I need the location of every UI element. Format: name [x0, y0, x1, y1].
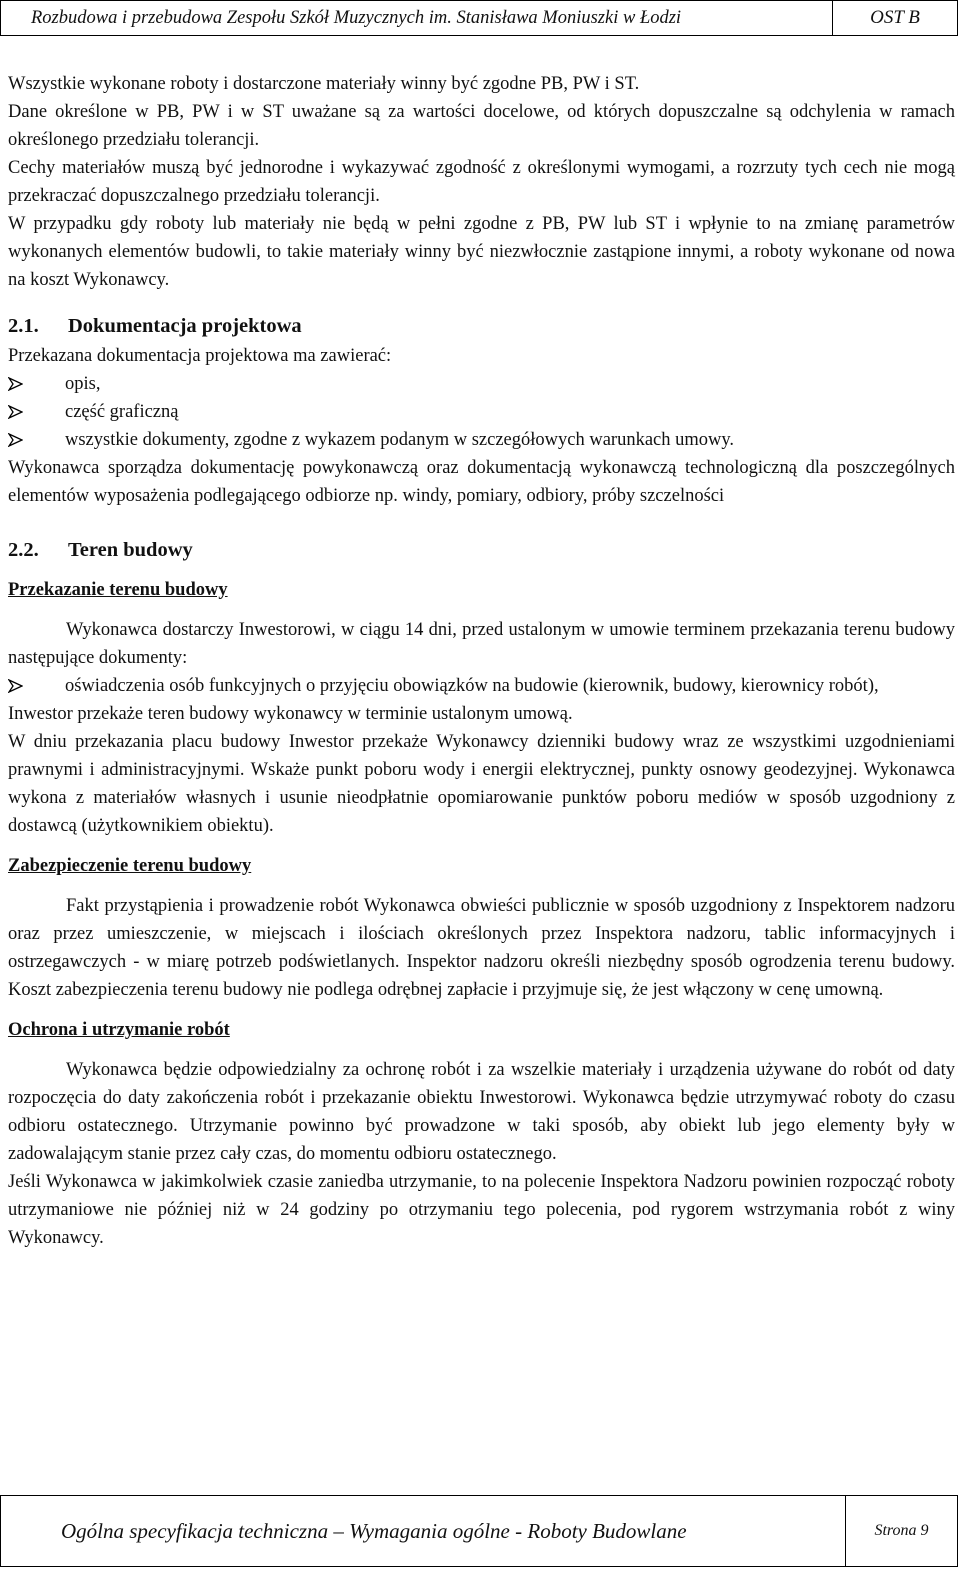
- section-heading-2-1: [8, 312, 955, 340]
- subheading-zabezpieczenie: Zabezpieczenie terenu budowy: [8, 856, 252, 876]
- page-footer: [0, 1495, 958, 1567]
- ochrona-paragraph: Jeśli Wykonawca w jakimkolwiek czasie zaniedba utrzymanie, to na polecenie Inspektora Nadzoru powinien rozpocząć roboty utrzymaniowe nie później niż w 24 godziny po otrzymaniu tego polecenia, pod rygorem wstrzymania robót z winy Wykonawcy.: [8, 1172, 955, 1248]
- intro-paragraph: Wszystkie wykonane roboty i dostarczone materiały winny być zgodne PB, PW i ST.: [8, 74, 640, 94]
- intro-paragraph: Cechy materiałów muszą być jednorodne i wykazywać zgodność z określonymi wymogami, a rozrzuty tych cech nie mogą przekraczać dopuszczalnego przedziału tolerancji.: [8, 158, 955, 206]
- intro-paragraph: Dane określone w PB, PW i w ST uważane są za wartości docelowe, od których dopuszczalne są odchylenia w ramach określonego przedziału tolerancji.: [8, 102, 955, 150]
- list-item-text: wszystkie dokumenty, zgodne z wykazem podanym w szczegółowych warunkach umowy.: [65, 430, 735, 450]
- header-title: Rozbudowa i przebudowa Zespołu Szkół Muzycznych im. Stanisława Moniuszki w Łodzi: [1, 1, 833, 35]
- section-paragraph: Wykonawca sporządza dokumentację powykonawczą oraz dokumentacją wykonawczą technologiczną dla poszczególnych elementów wyposażenia podlegającego odbiorze np. windy, pomiary, odbiory, próby szczelności: [8, 458, 955, 506]
- document-body: [8, 70, 955, 1252]
- arrow-bullet-icon: [8, 672, 65, 700]
- przekazanie-paragraph: Wykonawca dostarczy Inwestorowi, w ciągu 14 dni, przed ustalonym w umowie terminem przekazania terenu budowy następujące dokumenty:: [8, 620, 955, 668]
- list-item-text: opis,: [65, 374, 101, 394]
- footer-title: Ogólna specyfikacja techniczna – Wymagania ogólne - Roboty Budowlane: [1, 1496, 846, 1566]
- list-item-text: część graficzną: [65, 402, 179, 422]
- list-item-text: oświadczenia osób funkcyjnych o przyjęciu obowiązków na budowie (kierownik, budowy, kierownicy robót),: [65, 676, 879, 696]
- section-title: Teren budowy: [68, 539, 193, 561]
- subheading-ochrona: Ochrona i utrzymanie robót: [8, 1020, 230, 1040]
- section-title: Dokumentacja projektowa: [68, 315, 302, 337]
- list-item: [8, 370, 955, 398]
- arrow-bullet-icon: [8, 426, 65, 454]
- section-number: 2.2.: [8, 539, 39, 561]
- arrow-bullet-icon: [8, 370, 65, 398]
- header-code: OST B: [870, 7, 920, 28]
- przekazanie-paragraph: W dniu przekazania placu budowy Inwestor przekaże Wykonawcy dzienniki budowy wraz ze wszystkimi uzgodnieniami prawnymi i administracyjnymi. Wskaże punkt poboru wody i energii elektrycznej, punkty osnowy geodezyjnej. Wykonawca wykona z materiałów własnych i usunie nieodpłatnie opomiarowanie punktów poboru mediów w sposób uzgodniony z dostawcą (użytkownikiem obiektu).: [8, 732, 955, 836]
- list-item: [8, 398, 955, 426]
- section-lead: Przekazana dokumentacja projektowa ma zawierać:: [8, 346, 392, 366]
- intro-paragraph: W przypadku gdy roboty lub materiały nie będą w pełni zgodne z PB, PW lub ST i wpłynie to na zmianę parametrów wykonanych elementów budowli, to takie materiały winny być niezwłocznie zastąpione innymi, a roboty wykonane od nowa na koszt Wykonawcy.: [8, 214, 955, 290]
- przekazanie-paragraph: Inwestor przekaże teren budowy wykonawcy w terminie ustalonym umową.: [8, 704, 573, 724]
- ochrona-paragraph: Wykonawca będzie odpowiedzialny za ochronę robót i za wszelkie materiały i urządzenia używane do robót od daty rozpoczęcia do daty zakończenia robót i przekazanie obiektu Inwestorowi. Wykonawca będzie utrzymywać roboty do czasu odbioru ostatecznego. Utrzymanie powinno być prowadzone w taki sposób, aby obiekt lub jego elementy były w zadowalającym stanie przez cały czas, do momentu odbioru ostatecznego.: [8, 1060, 955, 1164]
- list-item: [8, 426, 955, 454]
- arrow-bullet-icon: [8, 398, 65, 426]
- list-item: [8, 672, 955, 700]
- section-number: 2.1.: [8, 315, 39, 337]
- section-heading-2-2: [8, 536, 955, 564]
- page-header: [0, 0, 958, 36]
- zabezpieczenie-paragraph: Fakt przystąpienia i prowadzenie robót Wykonawca obwieści publicznie w sposób uzgodniony z Inspektorem nadzoru oraz przez umieszczenie, w miejscach i ilościach określonych przez Inspektora nadzoru, tablic informacyjnych i ostrzegawczych - w miarę potrzeb podświetlanych. Inspektor nadzoru określi niezbędny sposób ogrodzenia terenu budowy. Koszt zabezpieczenia terenu budowy nie podlega odrębnej zapłacie i przyjmuje się, że jest włączony w cenę umowną.: [8, 896, 955, 1000]
- subheading-przekazanie: Przekazanie terenu budowy: [8, 580, 228, 600]
- page-number: Strona 9: [874, 1522, 929, 1539]
